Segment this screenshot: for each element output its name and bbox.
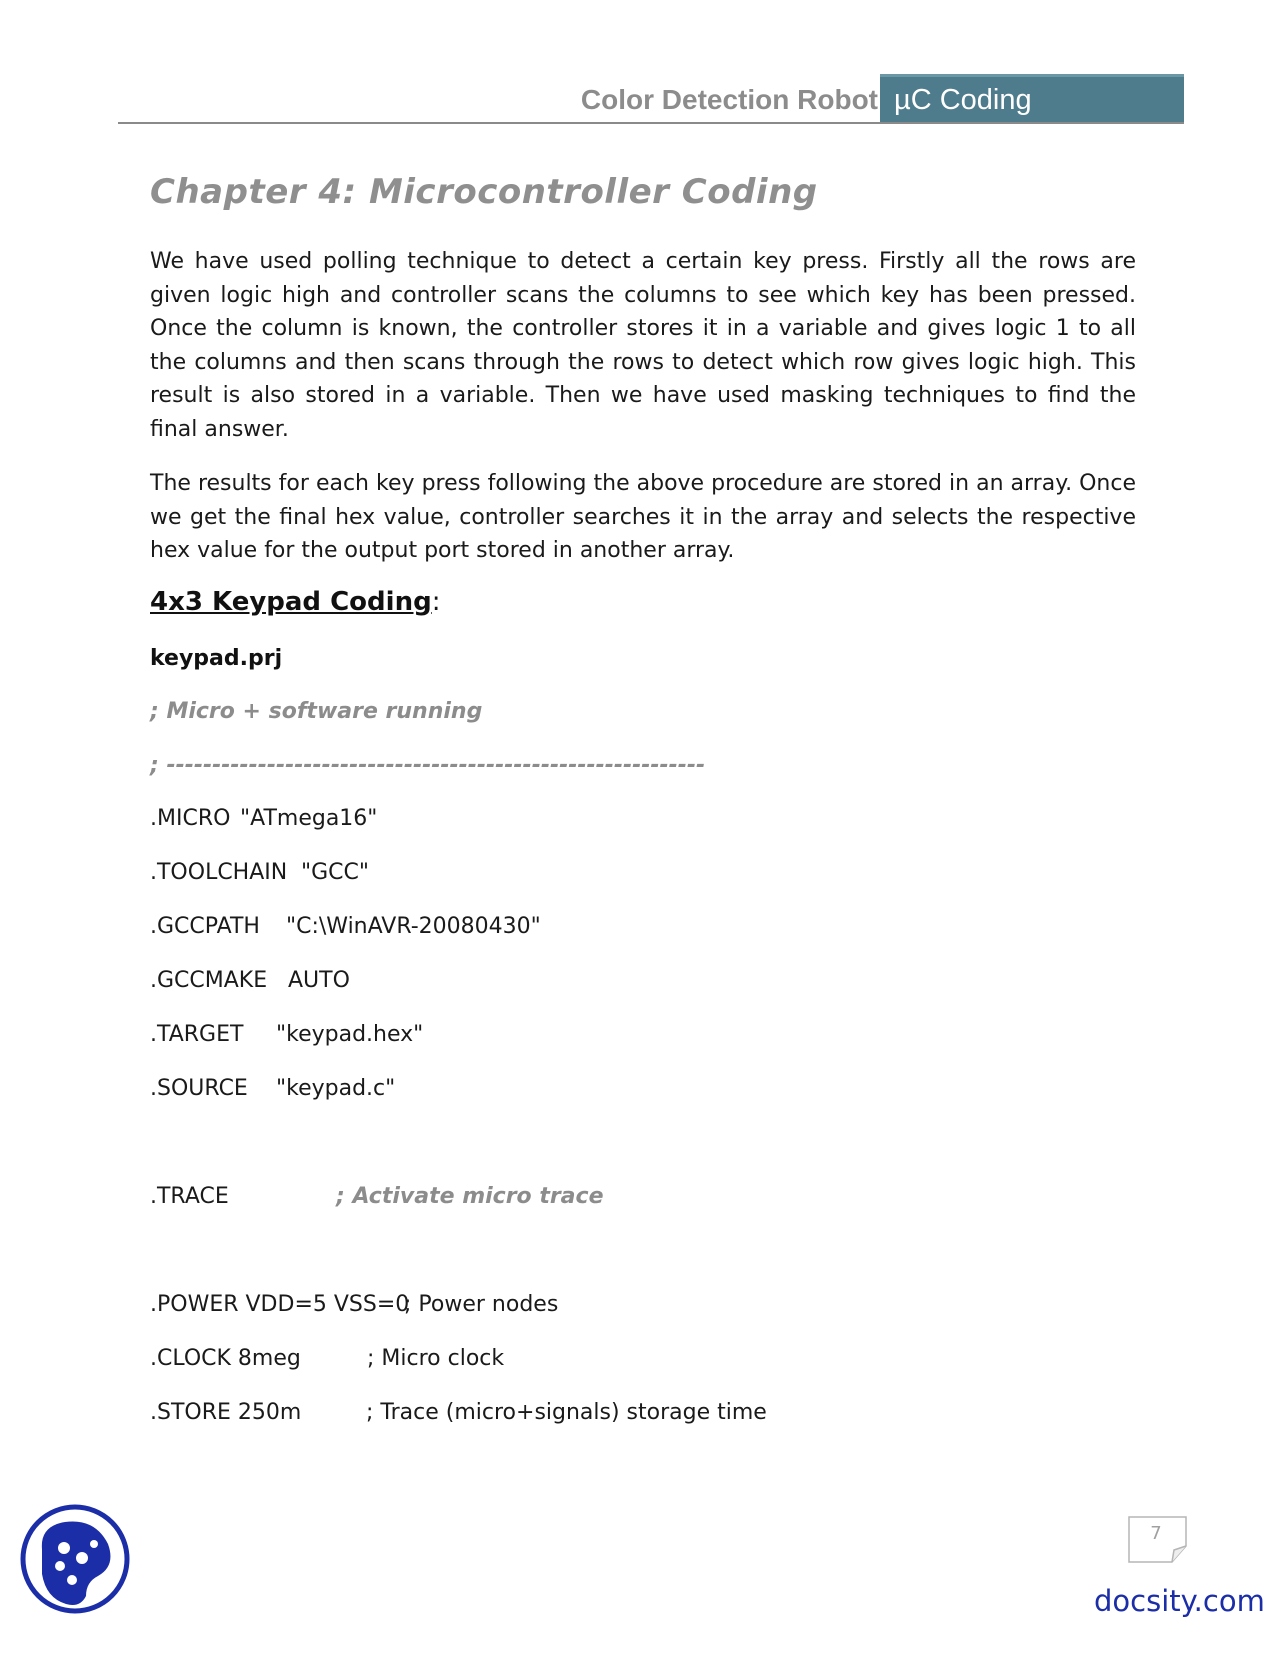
section-heading xyxy=(150,587,440,617)
code-line: .MICRO "ATmega16" xyxy=(150,806,378,831)
code-key: .GCCPATH xyxy=(150,914,260,939)
running-header-title: Color Detection Robot xyxy=(580,84,878,115)
running-header-section-label: µC Coding xyxy=(894,84,1032,116)
code-filename: keypad.prj xyxy=(150,646,283,671)
page-number-box xyxy=(1128,1516,1190,1564)
code-comment-separator: ; ----------------------------------------------------------- xyxy=(150,753,706,778)
docsity-brand-link[interactable]: docsity.com xyxy=(1094,1584,1265,1618)
code-line xyxy=(150,1292,558,1317)
code-key: .TRACE xyxy=(150,1184,229,1209)
code-line xyxy=(150,1400,767,1425)
code-line xyxy=(150,914,541,939)
code-value: "C:\WinAVR-20080430" xyxy=(286,914,541,939)
code-key: .SOURCE xyxy=(150,1076,248,1101)
code-comment: ; Trace (micro+signals) storage time xyxy=(366,1400,767,1425)
code-line xyxy=(150,1184,604,1209)
code-line xyxy=(150,1346,504,1371)
code-key: .POWER VDD=5 VSS=0 xyxy=(150,1292,410,1317)
running-header-section-tab xyxy=(880,74,1184,124)
chapter-title: Chapter 4: Microcontroller Coding xyxy=(150,172,818,212)
code-value: "GCC" xyxy=(301,860,370,885)
code-key: .GCCMAKE xyxy=(150,968,268,993)
code-line xyxy=(150,1076,395,1101)
header-divider xyxy=(118,122,1184,124)
code-line xyxy=(150,1022,423,1047)
body-paragraph: The results for each key press following the above procedure are stored in an array. Once we get the final hex value, controller searches it in the array and selects the respective hex value for the output port stored in another array. xyxy=(150,471,1136,563)
code-key: .CLOCK 8meg xyxy=(150,1346,301,1371)
code-line xyxy=(150,968,350,993)
code-key: .TARGET xyxy=(150,1022,244,1047)
page-number: 7 xyxy=(1150,1523,1162,1544)
code-line: .TOOLCHAIN "GCC" xyxy=(150,860,370,885)
code-comment: ; Activate micro trace xyxy=(336,1184,604,1209)
code-comment: ; Micro + software running xyxy=(150,699,483,724)
docsity-logo-icon[interactable] xyxy=(20,1504,130,1614)
code-value: "keypad.hex" xyxy=(276,1022,424,1047)
section-heading-text: 4x3 Keypad Coding xyxy=(150,587,432,617)
code-comment: ; Micro clock xyxy=(367,1346,505,1371)
code-value: "keypad.c" xyxy=(276,1076,396,1101)
code-value: AUTO xyxy=(288,968,350,993)
code-key: .STORE 250m xyxy=(150,1400,302,1425)
body-paragraph: We have used polling technique to detect a certain key press. Firstly all the rows are given logic high and controller scans the columns to see which key has been pressed. Once the column is known, the controller stores it in a variable and gives logic 1 to all the columns and then scans through the rows to detect which row gives logic high. This result is also stored in a variable. Then we have used masking techniques to find the final answer. xyxy=(150,249,1136,442)
section-heading-colon: : xyxy=(431,587,441,617)
code-comment: ; Power nodes xyxy=(404,1292,559,1317)
code-value: "ATmega16" xyxy=(240,806,378,831)
